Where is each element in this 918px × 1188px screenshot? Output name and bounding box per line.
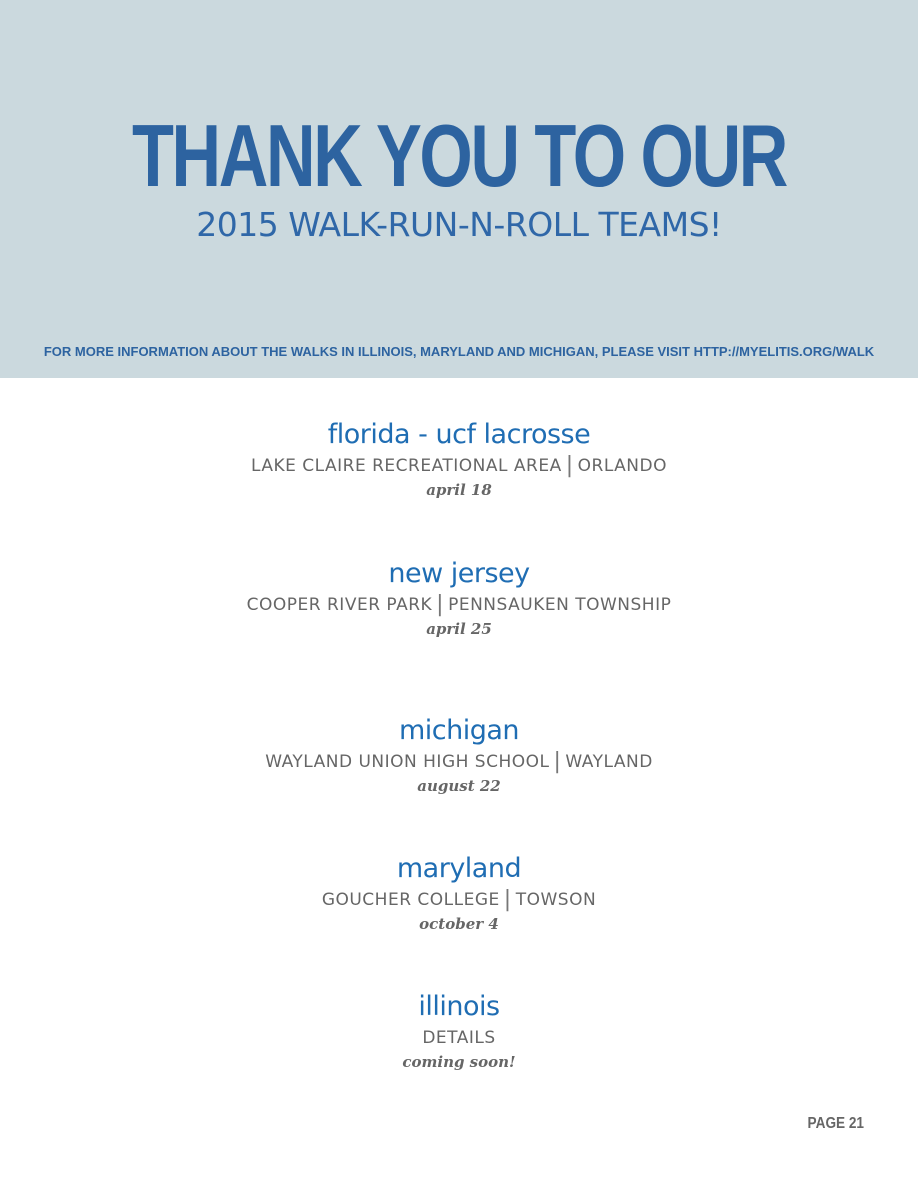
walk-date: october 4 <box>419 915 499 933</box>
walk-venue: WAYLAND UNION HIGH SCHOOL <box>265 752 550 772</box>
walk-state: florida - ucf lacrosse <box>327 419 591 450</box>
walk-venue: DETAILS <box>422 1028 496 1048</box>
walk-date: april 25 <box>426 620 492 638</box>
info-line <box>0 344 918 360</box>
page-number: PAGE 21 <box>807 1115 864 1132</box>
walk-city: TOWSON <box>515 890 597 910</box>
info-text: FOR MORE INFORMATION ABOUT THE WALKS IN ILLINOIS, MARYLAND AND MICHIGAN, PLEASE VISIT <box>43 344 690 359</box>
page-title: THANK YOU TO OUR <box>131 106 787 205</box>
walk-date: coming soon! <box>402 1053 516 1071</box>
walk-state: michigan <box>398 715 520 746</box>
walk-michigan <box>0 714 918 797</box>
location-separator: | <box>436 592 445 617</box>
walk-new-jersey <box>0 557 918 640</box>
location-separator: | <box>553 749 562 774</box>
walk-venue: GOUCHER COLLEGE <box>321 890 500 910</box>
walk-illinois <box>0 990 918 1073</box>
walk-info-link[interactable]: HTTP://MYELITIS.ORG/WALK <box>693 344 875 359</box>
location-separator: | <box>503 887 512 912</box>
walk-location <box>0 889 918 911</box>
walk-venue: COOPER RIVER PARK <box>246 595 433 615</box>
walk-location <box>0 594 918 616</box>
walk-state: maryland <box>396 853 522 884</box>
walk-city: ORLANDO <box>577 456 667 476</box>
page-subtitle: 2015 WALK-RUN-N-ROLL TEAMS! <box>196 205 722 244</box>
walk-florida <box>0 418 918 501</box>
walk-location <box>0 1027 918 1049</box>
walk-location <box>0 751 918 773</box>
walk-venue: LAKE CLAIRE RECREATIONAL AREA <box>250 456 562 476</box>
walk-date: april 18 <box>426 481 492 499</box>
location-separator: | <box>565 453 574 478</box>
header-banner <box>0 0 918 378</box>
walk-maryland <box>0 852 918 935</box>
walk-state: new jersey <box>388 558 530 589</box>
walk-date: august 22 <box>417 777 501 795</box>
walk-city: PENNSAUKEN TOWNSHIP <box>448 595 672 615</box>
walk-state: illinois <box>418 991 500 1022</box>
walk-city: WAYLAND <box>565 752 653 772</box>
walk-location <box>0 455 918 477</box>
